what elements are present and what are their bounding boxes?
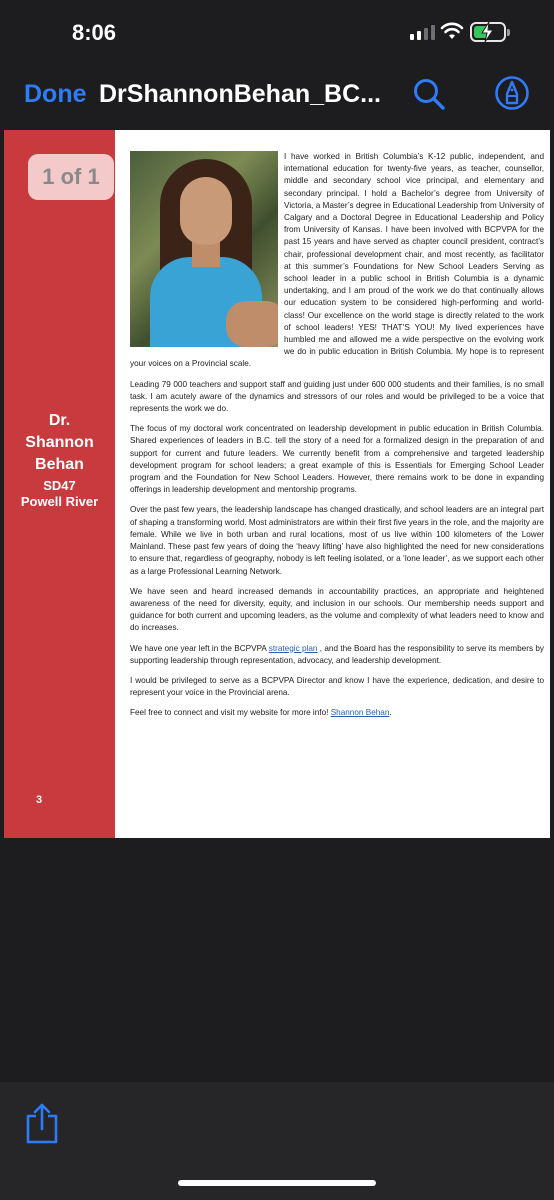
page-number: 3 [36, 794, 43, 806]
paragraph: Over the past few years, the leadership landscape has changed drastically, and school leaders are an integral part of shaping a transforming world. Most administrators are within their first five years in the role, and the majority are female. While we live in both urban and rural locations, most of us live within 100 kilometers of the Lower Mainland. These past few years of doing the ‘heavy lifting’ have also highlighted the need for new considerations to ensure that, regardless of geography, nobody is left feeling isolated, or a ‘lone leader’, as we support each other as a large Professional Learning Network. [130, 505, 544, 576]
page-content [130, 151, 544, 728]
done-button[interactable]: Done [24, 80, 87, 108]
website-link[interactable]: Shannon Behan [330, 708, 390, 718]
battery-cap [507, 29, 510, 36]
status-bar [0, 0, 554, 66]
candidate-district: SD47 Powell River [20, 478, 99, 509]
home-indicator [178, 1180, 376, 1186]
paragraph: We have seen and heard increased demands in accountability practices, an appropriate and heightened awareness of the need for diversity, equity, and inclusion in our schools. Our membership needs support and guidance for both current and upcoming leaders, as the volume and complexity of what leaders need to know and do increases. [130, 586, 544, 633]
clock: 8:06 [72, 20, 117, 45]
page-indicator: 1 of 1 [28, 154, 114, 200]
paragraph: The focus of my doctoral work concentrated on leadership development in public education in British Columbia. Shared experiences of leaders in B.C. tell the story of a need for a formalized design in the preparation of and support for current and future leaders. We currently benefit from a comprehensive and targeted leadership development program for school leaders; a great example of this is Essentials for Emerging School Leader program and the Foundation for New School Leaders. However, there remains work to be done in expanding offerings in leadership development and mentorship programs. [130, 424, 544, 495]
navigation-bar [0, 66, 554, 124]
paragraph: We have one year left in the BCPVPA strategic plan , and the Board has the responsibility to serve its members by supporting leadership through representation, advocacy, and leadership development. [130, 643, 544, 665]
strategic-plan-link[interactable]: strategic plan [268, 643, 318, 653]
candidate-name: Dr. Shannon Behan [25, 412, 94, 473]
paragraph: Leading 79 000 teachers and support staff and guiding just under 600 000 students and their families, is no small task. I am acutely aware of the dynamics and stressors of our roles and would be privileged to be a voice that represents the work we do. [130, 379, 544, 414]
charging-bolt-icon [478, 21, 498, 43]
share-icon[interactable] [24, 1102, 60, 1146]
markup-pen-icon[interactable] [494, 75, 530, 111]
pdf-page[interactable] [4, 130, 550, 838]
wifi-icon [440, 21, 464, 41]
candidate-photo [130, 151, 278, 347]
page-sidebar [4, 130, 115, 838]
search-icon[interactable] [411, 76, 447, 112]
cellular-signal-icon [410, 25, 435, 40]
paragraph: Feel free to connect and visit my website for more info! Shannon Behan. [130, 708, 392, 718]
document-title: DrShannonBehan_BC... [99, 80, 381, 108]
paragraph: I would be privileged to serve as a BCPVPA Director and know I have the experience, dedication, and desire to represent your voice in the Provincial arena. [130, 675, 544, 698]
paragraph: I have worked in British Columbia’s K-12 public, independent, and international education for twenty-five years, as teacher, counsellor, middle and secondary school vice principal, and elementary and secondary principal. I hold a Bachelor’s degree from University of Victoria, a Master’s degree in Educational Leadership from University of Calgary and a Doctoral Degree in Educational Leadership and Policy from University of Kansas. I have been involved with BCPVPA for the past 15 years and have served as chapter council president, contract’s chair, professional development chair, and most recently, as facilitator at this summer’s Foundations for New School Leaders Serving as school leader in a public school in British Columbia is a dynamic undertaking, and I am proud of the work we do that continually allows our education system to be considered high-performing and world-class! Our excellence on the world stage is directly related to the work of school leaders! YES! THAT’S YOU! My lived experiences have humbled me and allowed me a wide perspective on the evolving work we do in public education in British Columbia. My hope is to represent your voices on a Provincial scale. [130, 152, 544, 369]
